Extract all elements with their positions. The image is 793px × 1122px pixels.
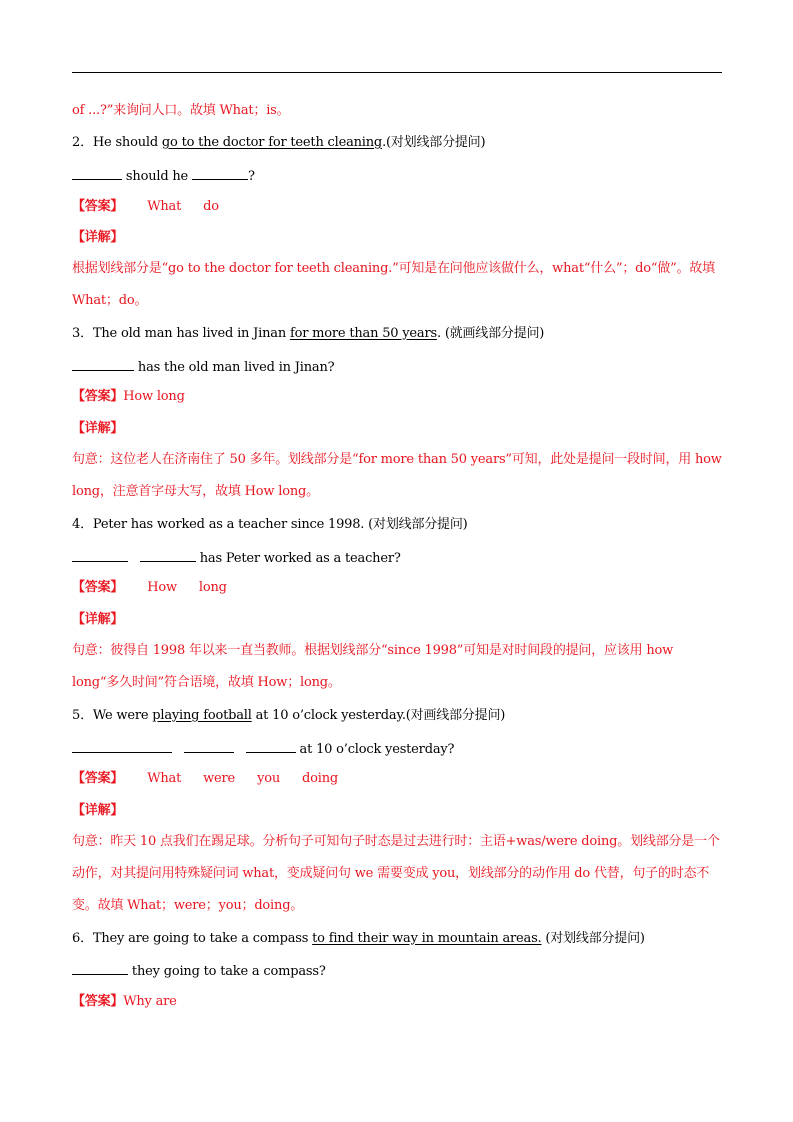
blank-line-6 xyxy=(72,961,724,980)
question-number: 6． xyxy=(72,931,93,946)
detail-text-2: 根据划线部分是“go to the doctor for teeth cleaning.”可知是在问他应该做什么，what“什么”；do“做”。故填What；do。 xyxy=(72,261,715,308)
answer-word: How long xyxy=(123,389,185,404)
question-5 xyxy=(72,707,724,724)
answer-word: doing xyxy=(302,771,339,786)
answer-blank[interactable] xyxy=(72,961,128,975)
underlined-part: to find their way in mountain areas. xyxy=(312,931,542,946)
detail-text-5: 句意：昨天 10 点我们在踢足球。分析句子可知句子时态是过去进行时：主语+was/were doing。划线部分是一个动作，对其提问用特殊疑问词 what，变成疑问句 we 需要变成 you，划线部分的动作用 do 代替，句子的时态不变。故填 What；were；you；doing。 xyxy=(72,834,720,913)
question-2 xyxy=(72,134,724,151)
answer-label: 【答案】 xyxy=(72,771,124,786)
question-text: They are going to take a compass xyxy=(92,931,313,946)
answer-blank[interactable] xyxy=(184,739,234,753)
answer-word: long xyxy=(198,580,227,595)
blank-line-3 xyxy=(72,357,724,376)
blank-line-2 xyxy=(72,166,724,185)
detail-label-3 xyxy=(72,420,724,437)
question-instruction: (对划线部分提问) xyxy=(541,931,645,946)
question-text: He should xyxy=(92,135,162,150)
answer-word: you xyxy=(257,771,281,786)
answer-line-6 xyxy=(72,993,724,1010)
question-number: 4． xyxy=(72,517,93,532)
question-text: We were xyxy=(92,708,153,723)
question-number: 5． xyxy=(72,708,93,723)
blank-text: has Peter worked as a teacher? xyxy=(195,551,401,566)
question-instruction: . (就画线部分提问) xyxy=(436,326,545,341)
detail-text-4: 句意：彼得自 1998 年以来一直当教师。根据划线部分“since 1998”可知是对时间段的提问，应该用 how long“多久时间”符合语境，故填 How；long。 xyxy=(72,643,674,690)
question-3 xyxy=(72,325,724,342)
answer-blank[interactable] xyxy=(72,166,122,180)
answer-blank[interactable] xyxy=(72,739,122,753)
underlined-part: go to the doctor for teeth cleaning xyxy=(161,135,383,150)
detail-text-3: 句意：这位老人在济南住了 50 多年。划线部分是“for more than 50 years”可知，此处是提问一段时间，用 how long，注意首字母大写，故填 How long。 xyxy=(72,452,722,499)
answer-blank[interactable] xyxy=(192,166,248,180)
answer-line-3 xyxy=(72,388,724,405)
blank-text: should he xyxy=(122,169,192,184)
answer-word: What xyxy=(147,771,182,786)
question-4 xyxy=(72,516,724,533)
answer-blank[interactable] xyxy=(122,739,172,753)
answer-line-4 xyxy=(72,579,724,596)
answer-label: 【答案】 xyxy=(72,994,124,1009)
answer-label: 【答案】 xyxy=(72,389,124,404)
blank-text: they going to take a compass? xyxy=(128,964,326,979)
question-number: 3． xyxy=(72,326,93,341)
blank-text: has the old man lived in Jinan? xyxy=(134,360,335,375)
underlined-part: playing football xyxy=(152,708,252,723)
blank-text: at 10 o’clock yesterday? xyxy=(295,742,455,757)
detail-label-5 xyxy=(72,802,724,819)
answer-word: How xyxy=(147,580,177,595)
question-6 xyxy=(72,930,724,947)
detail-label-4 xyxy=(72,611,724,628)
answer-label: 【答案】 xyxy=(72,199,124,214)
blank-line-5 xyxy=(72,739,724,758)
blank-text: ? xyxy=(248,169,255,184)
blank-line-4 xyxy=(72,548,724,567)
answer-line-5 xyxy=(72,770,724,787)
detail-label: 【详解】 xyxy=(72,612,124,627)
header-rule xyxy=(72,72,722,73)
answer-blank[interactable] xyxy=(72,548,128,562)
detail-label: 【详解】 xyxy=(72,230,124,245)
answer-word: What xyxy=(147,199,182,214)
answer-blank[interactable] xyxy=(72,357,134,371)
detail-label: 【详解】 xyxy=(72,803,124,818)
answer-blank[interactable] xyxy=(246,739,296,753)
answer-blank[interactable] xyxy=(140,548,196,562)
question-text: The old man has lived in Jinan xyxy=(92,326,290,341)
answer-word: Why are xyxy=(123,994,177,1009)
detail-label-2 xyxy=(72,229,724,246)
answer-label: 【答案】 xyxy=(72,580,124,595)
question-number: 2． xyxy=(72,135,93,150)
detail-label: 【详解】 xyxy=(72,421,124,436)
answer-line-2 xyxy=(72,198,724,215)
question-text: Peter has worked as a teacher since 1998. (对划线部分提问) xyxy=(92,517,468,532)
question-instruction: .(对划线部分提问) xyxy=(382,135,486,150)
question-instruction: at 10 o’clock yesterday.(对画线部分提问) xyxy=(251,708,506,723)
answer-word: do xyxy=(203,199,219,214)
underlined-part: for more than 50 years xyxy=(289,326,437,341)
continuation-text: of ...?”来询问人口。故填 What；is。 xyxy=(72,103,290,118)
answer-word: were xyxy=(203,771,236,786)
